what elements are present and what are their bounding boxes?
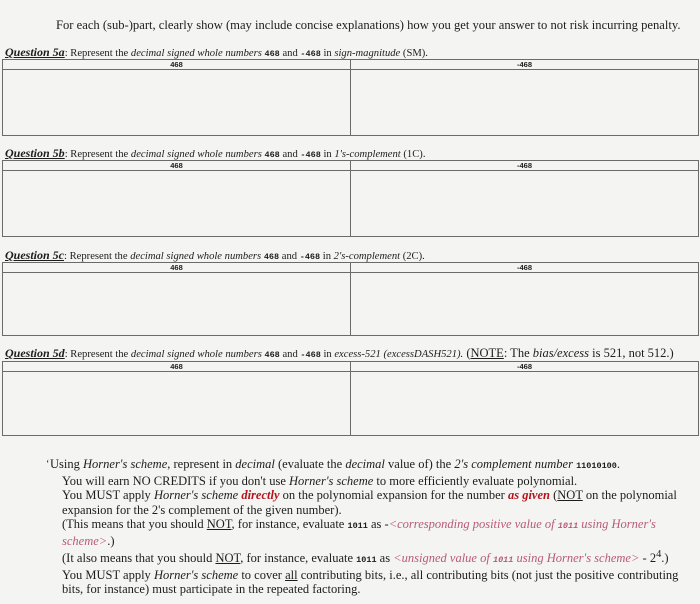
bullet-icon: ʻ bbox=[46, 459, 50, 470]
header-468: 468 bbox=[3, 362, 351, 372]
answer-table-5a bbox=[2, 59, 699, 136]
answer-cell-468[interactable] bbox=[3, 70, 351, 136]
horner-line-6: You MUST apply Horner's scheme to cover all contributing bits, i.e., all contributing bits (not just the positive contributing bits, for instance) must participate in the repeated factoring. bbox=[62, 567, 679, 597]
answer-table-5b bbox=[2, 160, 699, 237]
horner-line-1: Using Horner's scheme, represent in decimal (evaluate the decimal value of) the 2's complement number 11010100. bbox=[50, 457, 621, 471]
answer-cell-468[interactable] bbox=[3, 273, 351, 336]
answer-table-5c bbox=[2, 262, 699, 336]
header-468: 468 bbox=[3, 263, 351, 273]
question-label: Question 5a bbox=[5, 45, 65, 59]
answer-cell-neg-468[interactable] bbox=[351, 171, 699, 237]
question-5d: Question 5d: Represent the decimal signed whole numbers 468 and -468 in excess-521 (excessDASH521). (NOTE: The bias/excess is 521, not 512.) bbox=[5, 346, 674, 360]
question-label: Question 5c bbox=[5, 248, 65, 262]
horner-question bbox=[46, 457, 698, 597]
header-neg-468: -468 bbox=[351, 161, 699, 171]
horner-line-2: You will earn NO CREDITS if you don't use Horner's scheme to more efficiently evaluate polynomial. bbox=[62, 473, 578, 488]
answer-cell-neg-468[interactable] bbox=[351, 273, 699, 336]
question-5a: Question 5a: Represent the decimal signed whole numbers 468 and -468 in sign-magnitude (SM). bbox=[5, 45, 428, 59]
answer-table-5d bbox=[2, 361, 699, 436]
horner-line-5: (It also means that you should NOT, for instance, evaluate 1011 as <unsigned value of 1011 using Horner's scheme> - $2^4$.) bbox=[62, 549, 669, 566]
answer-cell-468[interactable] bbox=[3, 372, 351, 436]
instructions: For each (sub-)part, clearly show (may include concise explanations) how you get your answer to not risk incurring penalty. bbox=[56, 18, 681, 32]
horner-line-3: You MUST apply Horner's scheme directly on the polynomial expansion for the number as given (NOT on the polynomial expansion for the 2's complement of the given number). bbox=[62, 488, 677, 517]
horner-line-4: (This means that you should NOT, for instance, evaluate 1011 as -<corresponding positive value of 1011 using Horner's scheme>.) bbox=[62, 517, 656, 548]
answer-cell-neg-468[interactable] bbox=[351, 372, 699, 436]
header-468: 468 bbox=[3, 161, 351, 171]
question-5b: Question 5b: Represent the decimal signed whole numbers 468 and -468 in 1's-complement (1C). bbox=[5, 146, 426, 160]
note-label: NOTE bbox=[470, 346, 504, 360]
header-neg-468: -468 bbox=[351, 362, 699, 372]
question-label: Question 5b bbox=[5, 146, 65, 160]
header-468: 468 bbox=[3, 60, 351, 70]
question-label: Question 5d bbox=[5, 346, 65, 360]
header-neg-468: -468 bbox=[351, 60, 699, 70]
header-neg-468: -468 bbox=[351, 263, 699, 273]
answer-cell-neg-468[interactable] bbox=[351, 70, 699, 136]
answer-cell-468[interactable] bbox=[3, 171, 351, 237]
question-5c: Question 5c: Represent the decimal signed whole numbers 468 and -468 in 2's-complement (2C). bbox=[5, 248, 425, 262]
